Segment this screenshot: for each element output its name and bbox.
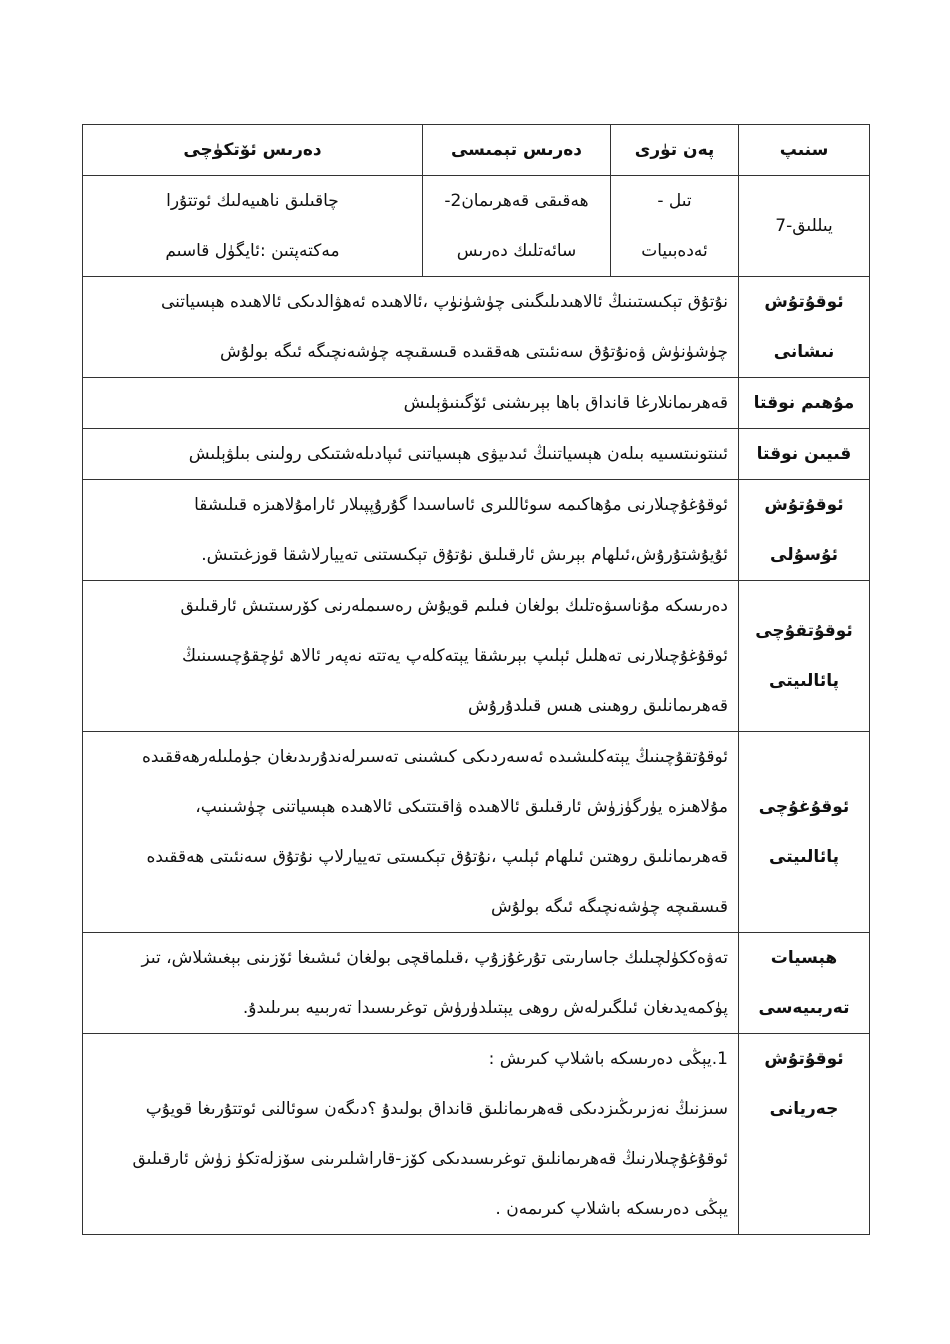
- class-value: يىللىق-7: [739, 176, 870, 277]
- key-point-label: مۇھىم نوقتا: [739, 378, 870, 429]
- difficult-point-label: قىيىن نوقتا: [739, 429, 870, 480]
- teaching-method-text: ئوقۇغۇچىلارنى مۇھاكىمە سوئاللىرى ئاساسىدا گۇرۇپپىلار ئارامۇلاھىزە قىلىشقا ئۇيۇشتۇرۇش،ئىلھام بېرىش ئارقىلىق نۇتۇق تېكىستنى تەييارلاشقا قوزغىتىش.: [83, 480, 739, 581]
- teacher-value: چاقىلىق ناھىيەلىك ئوتتۇرا مەكتەپتىن :ئايگۈل قاسىم: [83, 176, 423, 277]
- student-activity-label: ئوقۇغۇچى پائالىيتى: [739, 732, 870, 933]
- subject-value: تىل - ئەدەبىيات: [611, 176, 739, 277]
- difficult-point-row: [83, 429, 870, 480]
- teaching-goal-row: [83, 277, 870, 378]
- student-activity-row: [83, 732, 870, 933]
- emotional-education-text: تەۋەككۈلچىلىك جاسارىتى تۇرغۇزۇپ ،قىلماقچى بولغان ئىشىغا ئۆزىنى بېغىشلاش، تىز پۈكمەيدىغان ئىلگىرلەش روھى يېتىلدۈرۈش توغرىسىدا تەربىيە بىرىلىدۇ.: [83, 933, 739, 1034]
- teacher-label: دەرىس ئۆتكۈچى: [83, 125, 423, 176]
- lesson-plan-table: [82, 124, 870, 1235]
- key-point-text: قەھرىمانلارغا قانداق باھا بېرىشنى ئۆگىنىۋېلىش: [83, 378, 739, 429]
- teacher-activity-row: [83, 581, 870, 732]
- topic-label: دەرىس تېمىسى: [423, 125, 611, 176]
- teaching-process-label: ئوقۇتۇش جەريانى: [739, 1034, 870, 1235]
- difficult-point-text: ئىنتونىتسىيە بىلەن ھېسياتنىڭ ئىدىيۋى ھېسياتنى ئىپادىلەشتىكى رولىنى بىلۋېلىش: [83, 429, 739, 480]
- teacher-activity-label: ئوقۇتقۇچى پائالىيتى: [739, 581, 870, 732]
- topic-value: ھەقىقى قەھرىمان2- سائەتلىك دەرىس: [423, 176, 611, 277]
- teaching-process-text: 1.يېڭى دەرىسكە باشلاپ كىرىش : سىزنىڭ نەزىرىڭىزدىكى قەھرىمانلىق قانداق بولىدۇ ؟دىگەن سوئالنى ئوتتۇرىغا قويۇپ ئوقۇغۇچىلارنىڭ قەھرىمانلىق توغرىسىدىكى كۆز-قاراشلىرىنى سۆزلەتكۈ زۈش ئارقىلىق يېڭى دەرىسكە باشلاپ كىرىمەن .: [83, 1034, 739, 1235]
- key-point-row: [83, 378, 870, 429]
- info-row: [83, 176, 870, 277]
- teaching-goal-text: نۇتۇق تېكىستىنىڭ ئالاھىدىلىگىنى چۈشۈنۈپ ،ئالاھىدە ئەھۋالدىكى ئالاھىدە ھېسياتنى چۈشۈنۈش ۋەنۇتۇق سەنئىتى ھەققىدە قىسقىچە چۈشەنچىگە ئىگە بولۇش: [83, 277, 739, 378]
- teaching-method-label: ئوقۇتۇش ئۇسۇلى: [739, 480, 870, 581]
- emotional-education-row: [83, 933, 870, 1034]
- subject-label: پەن تۈرى: [611, 125, 739, 176]
- student-activity-text: ئوقۇتقۇچىنىڭ يېتەكلىشىدە ئەسەردىكى كىشىنى تەسىرلەندۇرىدىغان جۈملىلەرھەققىدە مۇلاھىزە يۈرگۈزۈش ئارقىلىق ئالاھىدە ۋاقىتتىكى ئالاھىدە ھېسياتنى چۈشىنىپ، قەھرىمانلىق روھتىن ئىلھام ئېلىپ ،نۇتۇق تېكىستى تەييارلاپ نۇتۇق سەنئىتى ھەققىدە قىسقىچە چۈشەنچىگە ئىگە بولۇش: [83, 732, 739, 933]
- teacher-activity-text: دەرىسكە مۇناسىۋەتلىك بولغان فىلىم قويۇش رەسىملەرنى كۆرسىتىش ئارقىلىق ئوقۇغۇچىلارنى تەھلىل ئېلىپ بېرىشقا يېتەكلەپ يەتتە نەپەر ئالاھ ئۈچقۇچىسىنىڭ قەھرىمانلىق روھىنى ھىس قىلدۇرۇش: [83, 581, 739, 732]
- teaching-process-row: [83, 1034, 870, 1235]
- header-row: [83, 125, 870, 176]
- emotional-education-label: ھېسيات تەربىيەسى: [739, 933, 870, 1034]
- teaching-method-row: [83, 480, 870, 581]
- teaching-goal-label: ئوقۇتۇش نىشانى: [739, 277, 870, 378]
- class-label: سنىپ: [739, 125, 870, 176]
